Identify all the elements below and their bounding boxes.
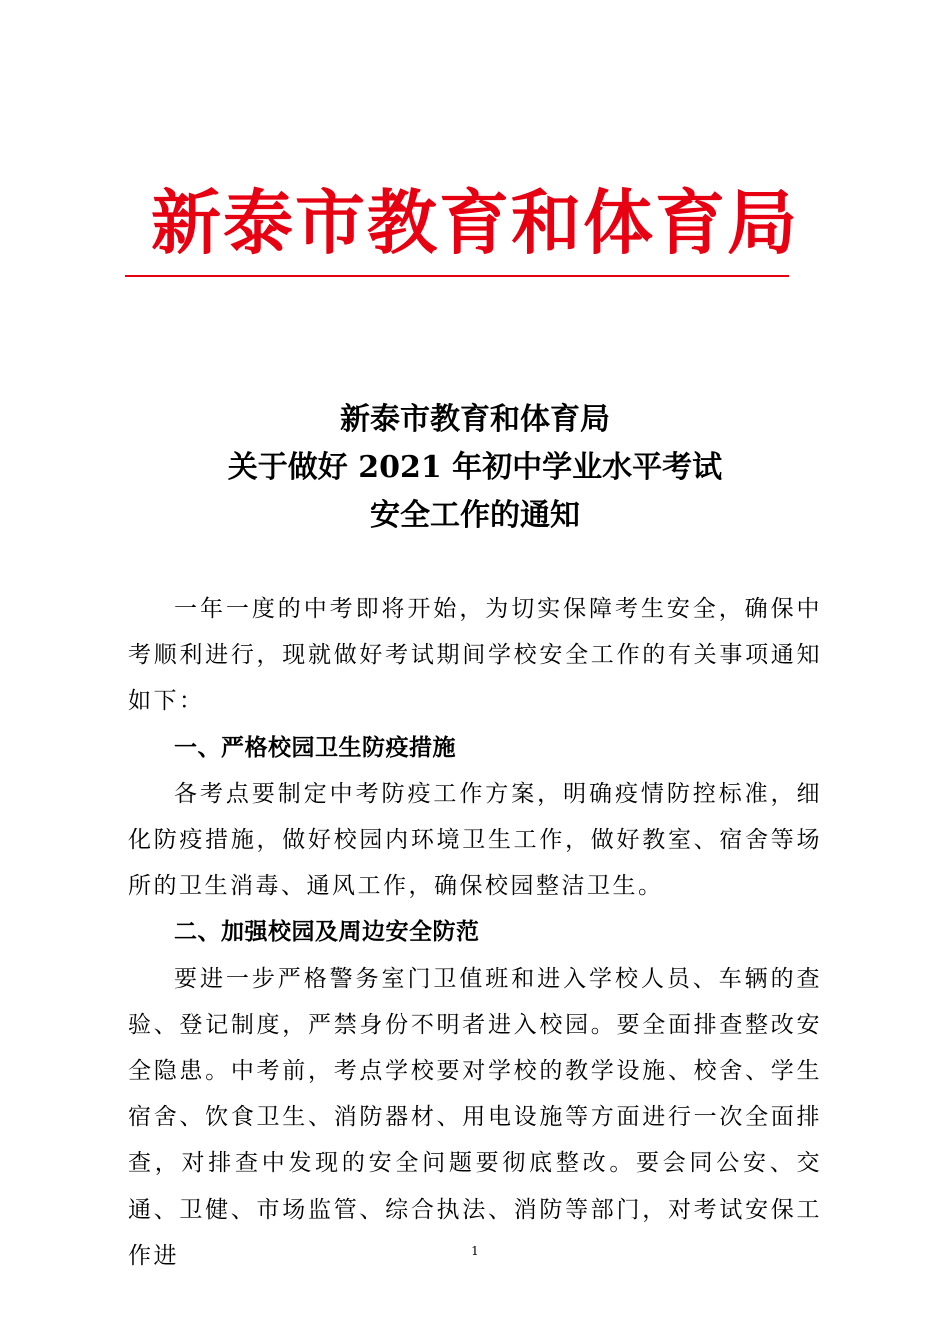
section-1-paragraph: 各考点要制定中考防疫工作方案，明确疫情防控标准，细化防疫措施，做好校园内环境卫生工作，做好教室、宿舍等场所的卫生消毒、通风工作，确保校园整洁卫生。 (128, 780, 822, 900)
section-2-heading: 二、加强校园及周边安全防范 (174, 919, 480, 946)
document-title (0, 396, 950, 540)
section-1-heading: 一、严格校园卫生防疫措施 (174, 734, 456, 761)
red-header-rule (125, 275, 789, 277)
title-line-2: 关于做好 2021 年初中学业水平考试 (227, 450, 723, 485)
intro-paragraph: 一年一度的中考即将开始，为切实保障考生安全，确保中考顺利进行，现就做好考试期间学校安全工作的有关事项通知如下： (128, 596, 822, 715)
title-line-1: 新泰市教育和体育局 (340, 402, 610, 437)
document-body (128, 586, 822, 1279)
title-line-3: 安全工作的通知 (370, 498, 580, 533)
page-number: 1 (471, 1244, 479, 1258)
section-2-paragraph: 要进一步严格警务室门卫值班和进入学校人员、车辆的查验、登记制度，严禁身份不明者进入校园。要全面排查整改安全隐患。中考前，考点学校要对学校的教学设施、校舍、学生宿舍、饮食卫生、消防器材、用电设施等方面进行一次全面排查，对排查中发现的安全问题要彻底整改。要会同公安、交通、卫健、市场监管、综合执法、消防等部门，对考试安保工作进 (128, 965, 822, 1269)
issuing-authority-header: 新泰市教育和体育局 (151, 181, 799, 264)
